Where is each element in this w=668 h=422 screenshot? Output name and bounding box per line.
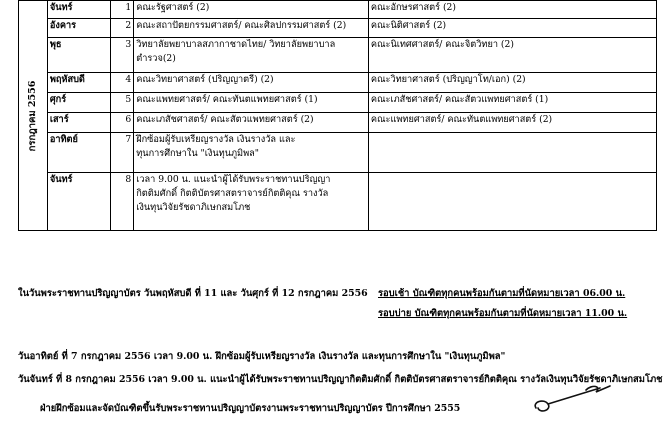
evening-session-line: คณะเภสัชศาสตร์/ คณะสัตวแพทยศาสตร์ (1) [370, 94, 549, 105]
note-monday: วันจันทร์ ที่ 8 กรกฎาคม 2556 เวลา 9.00 น. แนะนำผู้ได้รับพระราชทานปริญญากิตติมศักดิ์ กิตติบัตรศาสตราจารย์กิตติคุณ รางวัลเงินทุนวิจัยรัชดาภิเษกสมโภช [18, 374, 663, 385]
schedule-row [19, 1, 657, 19]
date-number-cell: 7 [110, 133, 134, 173]
evening-session-cell [368, 173, 656, 231]
morning-session-line: กิตติมศักดิ์ กิตติบัตรศาสตราจารย์กิตติคุณ รางวัล [136, 188, 329, 199]
morning-session-cell [134, 93, 369, 113]
date-number-cell: 3 [110, 38, 134, 73]
signature-mark [530, 382, 620, 422]
date-number-cell: 4 [110, 73, 134, 93]
evening-session-line: คณะแพทยศาสตร์/ คณะทันตแพทยศาสตร์ (2) [370, 114, 553, 125]
morning-session-cell [134, 19, 369, 38]
month-cell [19, 1, 48, 231]
schedule-row [19, 173, 657, 231]
morning-session-cell [134, 38, 369, 73]
morning-session-line: คณะสถาปัตยกรรมศาสตร์/ คณะศิลปกรรมศาสตร์ (2) [136, 20, 347, 31]
schedule-row [19, 113, 657, 133]
day-cell: พุธ [47, 38, 110, 73]
morning-session-line: เวลา 9.00 น. แนะนำผู้ได้รับพระราชทานปริญญา [136, 174, 331, 185]
schedule-row [19, 93, 657, 113]
day-cell: จันทร์ [47, 173, 110, 231]
morning-session-cell [134, 113, 369, 133]
afternoon-round-text: รอบบ่าย บัณฑิตทุกคนพร้อมกันตามที่นัดหมายเวลา 11.00 น. [378, 308, 628, 319]
evening-session-cell [368, 133, 656, 173]
morning-session-line: วิทยาลัยพยาบาลสภากาชาดไทย/ วิทยาลัยพยาบาล [136, 39, 336, 50]
day-cell: อังคาร [47, 19, 110, 38]
morning-session-cell [134, 73, 369, 93]
note-sunday: วันอาทิตย์ ที่ 7 กรกฎาคม 2556 เวลา 9.00 น. ฝึกซ้อมผู้รับเหรียญรางวัล เงินรางวัล และทุนการศึกษาใน "เงินทุนภูมิพล" [18, 351, 506, 362]
schedule-row [19, 19, 657, 38]
date-number-cell: 1 [110, 1, 134, 19]
morning-session-cell [134, 173, 369, 231]
day-cell: อาทิตย์ [47, 133, 110, 173]
date-number-cell: 2 [110, 19, 134, 38]
day-cell: ศุกร์ [47, 93, 110, 113]
day-cell: พฤหัสบดี [47, 73, 110, 93]
morning-session-line: ทุนการศึกษาใน "เงินทุนภูมิพล" [136, 148, 260, 159]
morning-session-line: คณะแพทยศาสตร์/ คณะทันตแพทยศาสตร์ (1) [136, 94, 318, 105]
morning-session-line: ตำรวจ(2) [136, 53, 176, 64]
month-label: กรกฎาคม 2556 [26, 80, 38, 151]
evening-session-cell [368, 38, 656, 73]
schedule-row [19, 73, 657, 93]
morning-session-line: ฝึกซ้อมผู้รับเหรียญรางวัล เงินรางวัล และ [136, 134, 296, 145]
morning-session-line: คณะวิทยาศาสตร์ (ปริญญาตรี) (2) [136, 74, 274, 85]
evening-session-line: คณะวิทยาศาสตร์ (ปริญญาโท/เอก) (2) [370, 74, 526, 85]
morning-session-cell [134, 133, 369, 173]
evening-session-line: คณะนิเทศศาสตร์/ คณะจิตวิทยา (2) [370, 39, 514, 50]
morning-session-line: คณะเภสัชศาสตร์/ คณะสัตวแพทยศาสตร์ (2) [136, 114, 314, 125]
schedule-row [19, 133, 657, 173]
footer-department: ฝ่ายฝึกซ้อมและจัดบัณฑิตขึ้นรับพระราชทานปริญญาบัตรงานพระราชทานปริญญาบัตร ปีการศึกษา 2555 [40, 403, 461, 414]
evening-session-line: คณะนิติศาสตร์ (2) [370, 20, 447, 31]
evening-session-cell [368, 73, 656, 93]
morning-session-cell [134, 1, 369, 19]
evening-session-line: คณะอักษรศาสตร์ (2) [370, 2, 456, 13]
date-number-cell: 8 [110, 173, 134, 231]
day-cell: เสาร์ [47, 113, 110, 133]
day-cell: จันทร์ [47, 1, 110, 19]
evening-session-cell [368, 1, 656, 19]
morning-round-text: รอบเช้า บัณฑิตทุกคนพร้อมกันตามที่นัดหมายเวลา 06.00 น. [378, 288, 626, 299]
date-number-cell: 5 [110, 93, 134, 113]
evening-session-cell [368, 113, 656, 133]
schedule-row [19, 38, 657, 73]
rehearsal-schedule-table [18, 0, 657, 231]
evening-session-cell [368, 19, 656, 38]
morning-session-line: คณะรัฐศาสตร์ (2) [136, 2, 210, 13]
ceremony-days-text: ในวันพระราชทานปริญญาบัตร วันพฤหัสบดี ที่ 11 และ วันศุกร์ ที่ 12 กรกฎาคม 2556 [18, 288, 368, 299]
morning-session-line: เงินทุนวิจัยรัชดาภิเษกสมโภช [136, 202, 251, 213]
evening-session-cell [368, 93, 656, 113]
date-number-cell: 6 [110, 113, 134, 133]
